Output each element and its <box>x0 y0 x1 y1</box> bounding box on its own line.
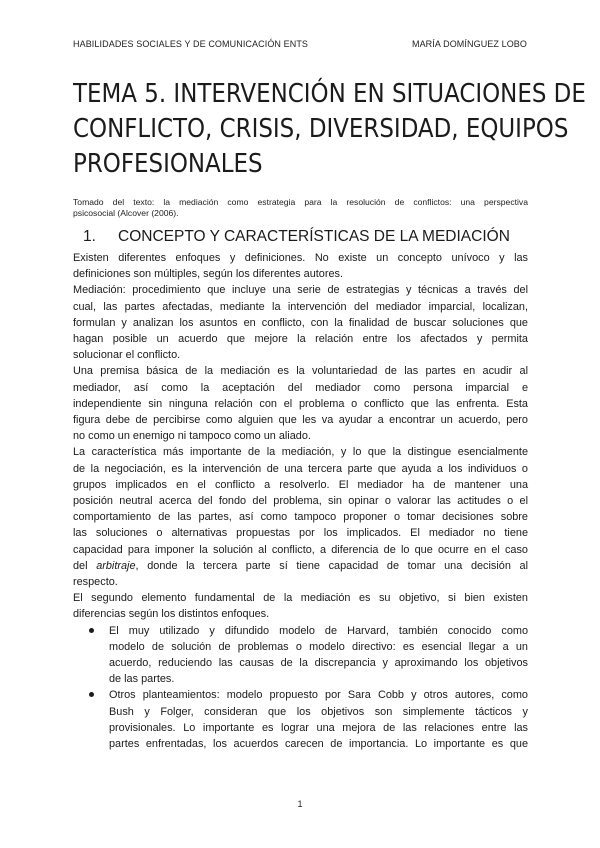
text-line: provisionales. Lo importante es lograr una mejora de las relaciones entre las <box>109 721 528 734</box>
title-line: CONFLICTO, CRISIS, DIVERSIDAD, EQUIPOS <box>73 114 569 144</box>
italic-term: arbitraje <box>96 559 136 572</box>
text-line: definiciones son múltiples, según los diferentes autores. <box>73 268 344 281</box>
list-item <box>73 623 528 688</box>
objectives-list <box>73 623 528 753</box>
title-line: PROFESIONALES <box>73 149 263 179</box>
section-heading <box>73 226 510 248</box>
source-line: Tomado del texto: la mediación como estrategia para la resolución de conflictos: una perspectiva <box>73 197 528 207</box>
document-title <box>73 77 586 182</box>
text-line: no como un enemigo ni tampoco como un aliado. <box>73 430 311 443</box>
text-line: grupos implicados en el conflicto a resolverlo. El mediador ha de mantener una <box>73 478 528 491</box>
text-line: cual, las partes afectadas, mediante la intervención del mediador imparcial, localizan, <box>73 300 528 313</box>
list-item <box>73 687 528 752</box>
section-number: 1. <box>83 228 96 245</box>
page-header <box>73 39 527 53</box>
page-number: 1 <box>297 799 303 809</box>
text-line: Otros planteamientos: modelo propuesto por Sara Cobb y otros autores, como <box>109 689 528 702</box>
text-line: de la negociación, es la intervención de una tercera parte que ayuda a los individuos o <box>73 462 528 475</box>
text-line: La característica más importante de la mediación, y lo que la distingue esencialmente <box>73 446 528 459</box>
paragraph-definitions <box>73 250 528 282</box>
text-line: formulan y analizan los asuntos en conflicto, con la finalidad de buscar soluciones que <box>73 316 528 329</box>
header-course-title: HABILIDADES SOCIALES Y DE COMUNICACIÓN ENTS <box>73 39 309 49</box>
text-line: mediador, así como la aceptación del mediador como persona imparcial e <box>73 381 528 394</box>
text-line: Una premisa básica de la mediación es la voluntariedad de las partes en acudir al <box>73 365 528 378</box>
bullet-icon <box>89 628 94 633</box>
text-line: Mediación: procedimiento que incluye una serie de estrategias y técnicas a través del <box>73 284 528 297</box>
text-line: de las partes. <box>109 673 175 686</box>
paragraph-characteristic <box>73 444 528 590</box>
text-line: solucionar el conflicto. <box>73 349 181 362</box>
source-line: psicosocial (Alcover (2006). <box>73 208 179 218</box>
text-line: comportamiento de las partes, así como tampoco proponer o tomar decisiones sobre <box>73 511 528 524</box>
text-line: respecto. <box>73 576 118 589</box>
text-line: Bush y Folger, consideran que los objetivos son simplemente tácticos y <box>109 705 528 718</box>
text-line <box>73 558 528 574</box>
text-line: acuerdo, reduciendo las causas de la discrepancia y aproximando los objetivos <box>109 657 528 670</box>
text-line: posición neutral acerca del fondo del problema, sin opinar o valorar las actitudes o el <box>73 495 528 508</box>
body-text <box>73 250 528 752</box>
paragraph-objective <box>73 590 528 622</box>
bullet-icon <box>89 692 94 697</box>
section-title: CONCEPTO Y CARACTERÍSTICAS DE LA MEDIACIÓN <box>118 228 510 245</box>
text-line: diferencias según los distintos enfoques. <box>73 608 270 621</box>
text-line: independiente sin ninguna relación con el problema o conflicto que las enfrenta. Esta <box>73 397 528 410</box>
text-line: Existen diferentes enfoques y definiciones. No existe un concepto unívoco y las <box>73 252 528 264</box>
page-footer <box>0 799 600 809</box>
text-line: capacidad para imponer la solución al conflicto, a diferencia de lo que ocurre en el caso <box>73 543 528 556</box>
text-line: partes enfrentadas, los acuerdos carecen de importancia. Lo importante es que <box>109 738 528 751</box>
text-line: figura debe de percibirse como alguien que les va ayudar a encontrar un acuerdo, pero <box>73 414 528 427</box>
text-fragment: , donde la tercera parte sí tiene capacidad de tomar una decisión al <box>135 559 529 572</box>
paragraph-premise <box>73 363 528 444</box>
title-line: TEMA 5. INTERVENCIÓN EN SITUACIONES DE <box>73 79 586 109</box>
paragraph-mediation-definition <box>73 282 528 363</box>
text-line: modelo de solución de problemas o modelo directivo: es esencial llegar a un <box>109 640 528 653</box>
text-line: hagan posible un acuerdo que mejore la relación entre los afectados y permita <box>73 333 528 346</box>
text-fragment: del <box>73 559 97 572</box>
header-author: MARÍA DOMÍNGUEZ LOBO <box>411 39 527 49</box>
text-line: El muy utilizado y difundido modelo de Harvard, también conocido como <box>109 624 528 637</box>
text-line: El segundo elemento fundamental de la mediación es su objetivo, si bien existen <box>73 592 528 605</box>
source-note <box>73 197 528 219</box>
text-line: las soluciones o alternativas propuestas por los implicados. El mediador no tiene <box>73 527 528 540</box>
